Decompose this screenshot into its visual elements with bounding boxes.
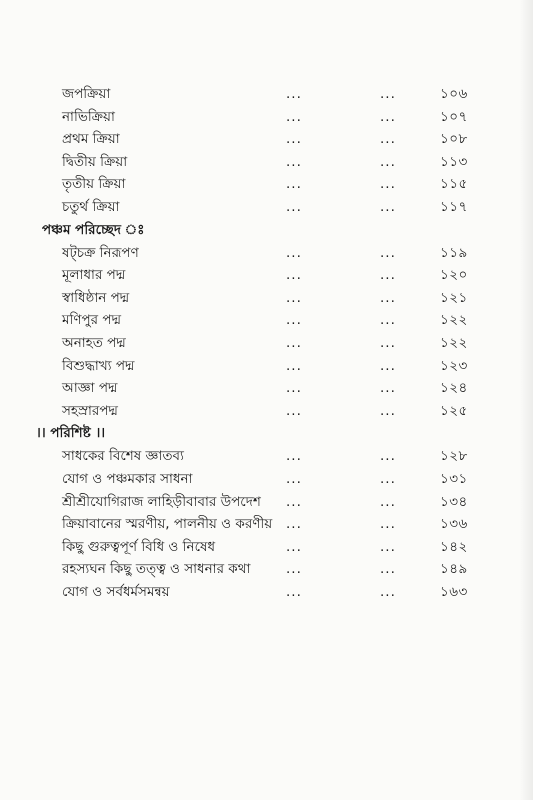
toc-leader-dots: ... xyxy=(286,334,302,351)
toc-leader-dots: ... xyxy=(380,267,396,284)
toc-row xyxy=(0,196,533,219)
toc-page-number: ১২২ xyxy=(440,334,468,351)
toc-group-c xyxy=(0,445,533,603)
toc-entry-title: তৃতীয় ক্রিয়া xyxy=(62,176,126,193)
toc-row xyxy=(0,377,533,400)
toc-leader-dots: ... xyxy=(380,380,396,397)
toc-row xyxy=(0,309,533,332)
toc-page-number: ১০৭ xyxy=(440,108,468,125)
appendix-heading xyxy=(0,422,533,445)
appendix-heading-text: ।। পরিশিষ্ট ।। xyxy=(36,425,106,442)
toc-page-number: ১২৮ xyxy=(440,448,468,465)
toc-row xyxy=(0,558,533,581)
toc-page-number: ১৩১ xyxy=(440,470,468,487)
toc-leader-dots: ... xyxy=(286,516,302,533)
toc-leader-dots: ... xyxy=(286,448,302,465)
toc-leader-dots: ... xyxy=(380,583,396,600)
toc-entry-title: ক্রিয়াবানের স্মরণীয়, পালনীয় ও করণীয় xyxy=(62,516,273,533)
toc-page-number: ১১৫ xyxy=(440,176,468,193)
toc-entry-title: কিছু গুরুত্বপূর্ণ বিধি ও নিষেধ xyxy=(62,538,216,555)
chapter-heading-text: পঞ্চম পরিচ্ছেদ ঃ xyxy=(42,221,145,238)
toc-row xyxy=(0,468,533,491)
toc-page-number: ১০৬ xyxy=(440,86,468,102)
toc-page-number: ১১৯ xyxy=(440,244,468,261)
toc-page-number: ১৩৬ xyxy=(440,516,468,533)
toc-row xyxy=(0,106,533,129)
toc-row xyxy=(0,536,533,559)
toc-leader-dots: ... xyxy=(286,402,302,419)
toc-entry-title: প্রথম ক্রিয়া xyxy=(62,131,120,148)
toc-leader-dots: ... xyxy=(286,561,302,578)
toc-entry-title: স্বাধিষ্ঠান পদ্ম xyxy=(62,289,130,306)
toc-row xyxy=(0,173,533,196)
toc-page-number: ১৬৩ xyxy=(440,583,468,600)
toc-page-number: ১২৩ xyxy=(440,357,468,374)
toc-row xyxy=(0,242,533,265)
toc-row xyxy=(0,287,533,310)
toc-row xyxy=(0,491,533,514)
toc-leader-dots: ... xyxy=(380,244,396,261)
toc-leader-dots: ... xyxy=(286,131,302,148)
toc-page-number: ১২১ xyxy=(440,289,468,306)
toc-leader-dots: ... xyxy=(380,493,396,510)
toc-row xyxy=(0,128,533,151)
toc-leader-dots: ... xyxy=(380,334,396,351)
toc-entry-title: বিশুদ্ধাখ্য পদ্ম xyxy=(62,357,135,374)
toc-leader-dots: ... xyxy=(380,153,396,170)
toc-page-number: ১৪৯ xyxy=(440,561,468,578)
toc-leader-dots: ... xyxy=(286,470,302,487)
toc-page-number: ১৪২ xyxy=(440,538,468,555)
toc-leader-dots: ... xyxy=(286,583,302,600)
toc-row xyxy=(0,332,533,355)
toc-entry-title: মণিপুর পদ্ম xyxy=(62,312,121,329)
toc-leader-dots: ... xyxy=(380,561,396,578)
toc-leader-dots: ... xyxy=(286,538,302,555)
toc-group-a xyxy=(0,83,533,219)
toc-leader-dots: ... xyxy=(286,312,302,329)
toc-page-number: ১৩৪ xyxy=(440,493,468,510)
toc-leader-dots: ... xyxy=(380,198,396,215)
toc-entry-title: ষট্‌চক্র নিরূপণ xyxy=(62,244,139,261)
toc-entry-title: জপক্রিয়া xyxy=(62,86,111,102)
toc-row xyxy=(0,355,533,378)
toc-entry-title: চতুর্থ ক্রিয়া xyxy=(62,198,120,215)
toc-entry-title: নাভিক্রিয়া xyxy=(62,108,115,125)
toc-leader-dots: ... xyxy=(380,470,396,487)
toc-entry-title: আজ্ঞা পদ্ম xyxy=(62,380,118,397)
toc-leader-dots: ... xyxy=(286,153,302,170)
toc-leader-dots: ... xyxy=(380,289,396,306)
toc-leader-dots: ... xyxy=(380,312,396,329)
toc-leader-dots: ... xyxy=(286,176,302,193)
toc-leader-dots: ... xyxy=(286,380,302,397)
toc-leader-dots: ... xyxy=(380,538,396,555)
toc-entry-title: অনাহত পদ্ম xyxy=(62,334,126,351)
toc-leader-dots: ... xyxy=(286,244,302,261)
toc-leader-dots: ... xyxy=(380,131,396,148)
toc-page-number: ১২৫ xyxy=(440,402,468,419)
toc-entry-title: রহস্যঘন কিছু তত্ত্ব ও সাধনার কথা xyxy=(62,561,251,578)
toc-row xyxy=(0,400,533,423)
toc-page-number: ১২২ xyxy=(440,312,468,329)
toc-leader-dots: ... xyxy=(380,108,396,125)
toc-page-number: ১১৭ xyxy=(440,198,468,215)
toc-row xyxy=(0,581,533,604)
toc-entry-title: দ্বিতীয় ক্রিয়া xyxy=(62,153,128,170)
toc-leader-dots: ... xyxy=(286,198,302,215)
toc-leader-dots: ... xyxy=(286,86,302,102)
toc-leader-dots: ... xyxy=(380,448,396,465)
toc-leader-dots: ... xyxy=(286,289,302,306)
toc-leader-dots: ... xyxy=(380,357,396,374)
toc-row xyxy=(0,83,533,106)
toc-entry-title: শ্রীশ্রীযোগিরাজ লাহিড়ীবাবার উপদেশ xyxy=(62,493,261,510)
toc-entry-title: যোগ ও সর্বধর্মসমন্বয় xyxy=(62,583,170,600)
toc-page-number: ১০৮ xyxy=(440,131,468,148)
table-of-contents xyxy=(0,83,533,603)
toc-leader-dots: ... xyxy=(286,357,302,374)
toc-group-b xyxy=(0,242,533,423)
toc-page-number: ১১৩ xyxy=(440,153,468,170)
toc-leader-dots: ... xyxy=(380,402,396,419)
toc-row xyxy=(0,513,533,536)
toc-leader-dots: ... xyxy=(286,267,302,284)
toc-row xyxy=(0,445,533,468)
toc-leader-dots: ... xyxy=(286,493,302,510)
toc-entry-title: সহস্রারপদ্ম xyxy=(62,402,118,419)
toc-row xyxy=(0,151,533,174)
toc-leader-dots: ... xyxy=(380,176,396,193)
toc-leader-dots: ... xyxy=(380,516,396,533)
toc-page-number: ১২৪ xyxy=(440,380,468,397)
toc-page-number: ১২০ xyxy=(440,267,468,284)
toc-leader-dots: ... xyxy=(286,108,302,125)
toc-row xyxy=(0,264,533,287)
toc-entry-title: মূলাধার পদ্ম xyxy=(62,267,126,284)
toc-leader-dots: ... xyxy=(380,86,396,102)
toc-entry-title: যোগ ও পঞ্চমকার সাধনা xyxy=(62,470,193,487)
chapter-heading xyxy=(0,219,533,242)
toc-entry-title: সাধকের বিশেষ জ্ঞাতব্য xyxy=(62,448,184,465)
